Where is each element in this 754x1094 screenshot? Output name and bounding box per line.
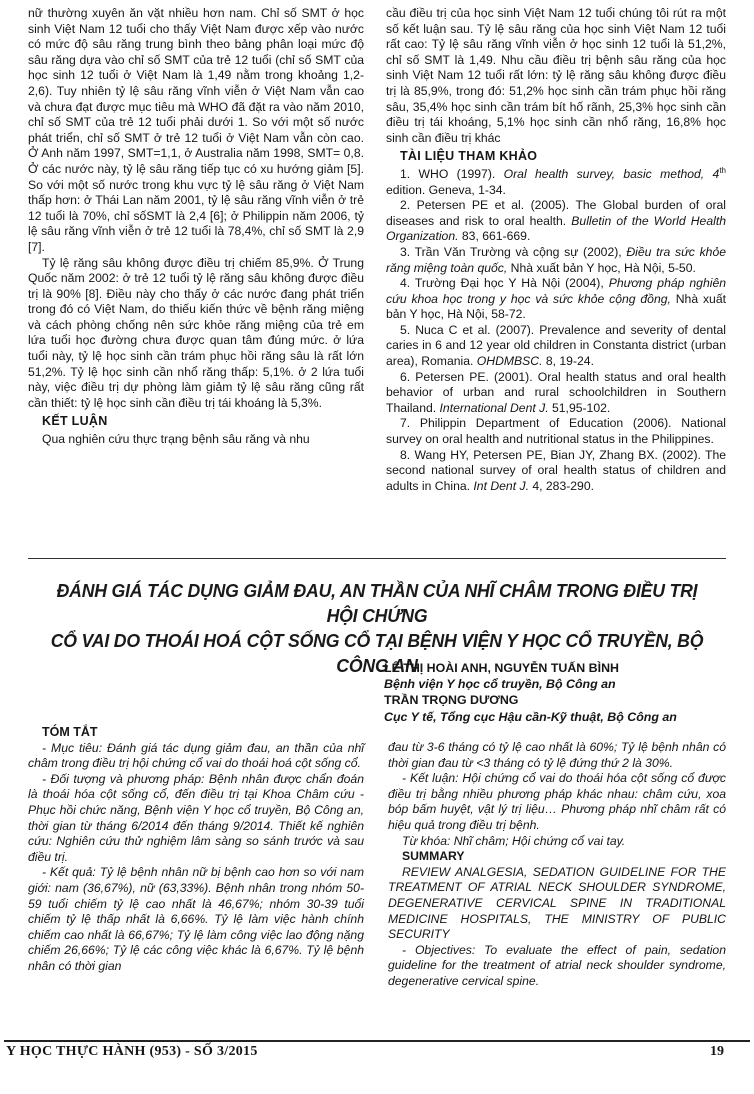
reference-source: Int Dent J. <box>473 478 529 493</box>
reference-tail: Nhà xuất bản Y học, Hà Nội, 5-50. <box>507 260 696 275</box>
paragraph: Tỷ lệ răng sâu không được điều trị chiếm 85,9%. Ở Trung Quốc năm 2002: ở trẻ 12 tuổi tỷ lệ răng sâu không được điều trị là 90% [8]. Điều này cho thấy ở các nước đang phát triển trong đó có Việt Nam, do thiếu kiến thức về bệnh răng miệng và cách phòng chống nên sức khỏe răng miệng của trẻ em lứa tuổi học đường chưa được quan tâm đúng mức. ở lứa tuổi này, tỷ lệ học sinh cần trám phục hồi răng sâu là rất lớn 51,2%. Tỷ lệ học sinh cần nhổ răng thấp: 5,1%. ở 2 lứa tuổi này, việc điều trị dự phòng làm giảm tỷ lệ sâu răng cũng rất cần thiết: tỷ lệ học sinh cần điều trị tái khoáng là 5,3%. <box>28 255 364 410</box>
reference-tail: Nhà xuất bản Y học, Hà Nội, 58-72. <box>386 291 726 322</box>
section-heading-conclusion: KẾT LUẬN <box>42 414 108 429</box>
affiliation-2: Cục Y tế, Tổng cục Hậu cần-Kỹ thuật, Bộ Công an <box>384 709 677 724</box>
reference-item <box>386 245 726 276</box>
reference-item <box>386 370 726 417</box>
reference-text: 7. Philippin Department of Education (2006). National survey on oral health and nutritional status in the Philippines. <box>386 416 726 447</box>
reference-item <box>386 323 726 370</box>
top-right-column <box>386 6 726 494</box>
reference-superscript: th <box>719 165 726 175</box>
paragraph: Qua nghiên cứu thực trạng bệnh sâu răng và nhu <box>42 432 310 447</box>
reference-list <box>386 167 726 494</box>
reference-source: Điều tra sức khỏe răng miệng toàn quốc, <box>386 244 726 275</box>
abstract-methods: - Đối tượng và phương pháp: Bệnh nhân được chẩn đoán là thoái hóa cột sống cổ, đến điều trị tại Khoa Châm cứu - Phục hồi chức năng, Bệnh viện Y học cổ truyền, Bộ Công an, thời gian từ tháng 6/2014 đến tháng 9/2014. Thiết kế nghiên cứu: Nghiên cứu thử nghiệm lâm sàng so sánh trước và sau điều trị. <box>28 771 364 864</box>
reference-item <box>386 448 726 495</box>
article-divider <box>28 558 726 559</box>
paragraph: cầu điều trị của học sinh Việt Nam 12 tuổi chúng tôi rút ra một số kết luận sau. Tỷ lệ sâu răng của học sinh Việt Nam 12 tuổi rất cao: Tỷ lệ sâu răng vĩnh viễn ở học sinh 12 tuổi là 51,2%, chỉ số SMT là 1,49. Nhu cầu điều trị bệnh sâu răng của học sinh Việt Nam 12 tuổi rất lớn: tỷ lệ răng sâu không được điều trị là 85,9%, trong đó: 51,2% học sinh cần trám phục hồi răng sâu, 35,4% học sinh cần trám bít hố rãnh, 25,3% học sinh cần điều trị tái khoáng, 5,1% học sinh cần nhổ răng, 16,8% học sinh cần điều trị khác <box>386 6 726 145</box>
english-objectives: - Objectives: To evaluate the effect of pain, sedation guideline for the treatment of atrial neck shoulder syndrome, degenerative cervical spine. <box>388 942 726 988</box>
reference-text: 6. Petersen PE. (2001). Oral health status and oral health behavior of urban and rural schoolchildren in Southern Thailand. <box>386 369 726 415</box>
abstract-conclusion: - Kết luận: Hội chứng cổ vai do thoái hóa cột sống cổ được điều trị bằng nhiều phương pháp khác nhau: châm cứu, xoa bóp bấm huyệt, vật lý trị liệu… Phương pháp nhĩ châm rất có hiệu quả trong điều trị bệnh. <box>388 771 726 832</box>
reference-text: 2. Petersen PE et al. (2005). The Global burden of oral diseases and risk to oral health. <box>386 198 726 228</box>
abstract-right-column <box>388 740 726 990</box>
paragraph: nữ thường xuyên ăn vặt nhiều hơn nam. Chỉ số SMT ở học sinh Việt Nam 12 tuổi cho thấy Việt Nam được xếp vào nước có mức độ sâu răng trung bình theo bảng phân loại mức độ sâu răng dựa vào chỉ số SMT của trẻ 12 tuổi (chỉ số SMT của học sinh 12 tuổi ở Việt Nam là 1,49 nằm trong khoảng 1,2-2,6). Tuy nhiên tỷ lệ sâu răng vĩnh viễn ở Việt Nam vẫn cao và chưa đạt được mục tiêu mà WHO đã đặt ra vào năm 2010, chỉ số SMT của trẻ 12 tuổi phải dưới 1. So với một số nước phát triển, chỉ số SMT ở trẻ 12 tuổi ở Việt Nam vẫn còn cao. Ở Anh năm 1997, SMT=1,1, ở Australia năm 1998, SMT= 0,8. Ở các nước này, tỷ lệ sâu răng tiếp tục có xu hướng giảm [5]. So với một số nước trong khu vực tỷ lệ sâu răng ở Việt Nam thấp hơn: ở Thái Lan năm 2001, tỷ lệ sâu răng vĩnh viễn ở trẻ 12 tuổi là 70%, chỉ sốSMT là 2,4 [6]; ở Philippin năm 2006, tỷ lệ sâu răng vĩnh viễn ở trẻ 12 tuổi là 78,4%, chỉ số SMT là 2,9 [7]. <box>28 6 364 254</box>
abstract-heading: TÓM TẮT <box>42 725 98 739</box>
reference-text: 3. Trần Văn Trường và cộng sự (2002), <box>400 244 627 259</box>
english-title: REVIEW ANALGESIA, SEDATION GUIDELINE FOR THE TREATMENT OF ATRIAL NECK SHOULDER SYNDROME, DEGENERATIVE CERVICAL SPINE IN TRADITIONAL MEDICINE HOSPITALS, THE MINISTRY OF PUBLIC SECURITY <box>388 864 726 942</box>
reference-tail: 8, 19-24. <box>542 354 594 369</box>
reference-item <box>386 416 726 447</box>
reference-text: 8. Wang HY, Petersen PE, Bian JY, Zhang BX. (2002). The second national survey of oral health status of children and adults in China. <box>386 447 726 493</box>
reference-tail: 4, 283-290. <box>528 478 595 493</box>
reference-item <box>386 276 726 323</box>
author-block <box>384 660 734 725</box>
summary-heading: SUMMARY <box>402 849 465 864</box>
reference-tail: 83, 661-669. <box>458 229 531 244</box>
reference-tail: edition. Geneva, 1-34. <box>386 182 506 197</box>
article-title-line-1: ĐÁNH GIÁ TÁC DỤNG GIẢM ĐAU, AN THẦN CỦA NHĨ CHÂM TRONG ĐIỀU TRỊ HỘI CHỨNG <box>56 580 698 626</box>
top-left-column <box>28 6 364 448</box>
footer-rule <box>4 1040 750 1042</box>
section-heading-references: TÀI LIỆU THAM KHẢO <box>400 149 538 164</box>
reference-source: Bulletin of the World Health Organization. <box>386 213 726 244</box>
page-number: 19 <box>710 1044 724 1059</box>
reference-text: 4. Trường Đại học Y Hà Nội (2004), <box>400 276 609 291</box>
keywords: Từ khóa: Nhĩ châm; Hội chứng cổ vai tay. <box>402 833 626 848</box>
affiliation-1: Bệnh viện Y học cổ truyền, Bộ Công an <box>384 677 616 692</box>
abstract-results: - Kết quả: Tỷ lệ bệnh nhân nữ bị bệnh cao hơn so với nam giới: nam (36,67%), nữ (63,33%). Bệnh nhân trong nhóm 50-59 tuổi chiếm tỷ lệ cao nhất là 46,67%; nhóm 30-39 tuổi chiếm tỷ lệ thấp nhất là 6,66%. Tỷ lệ làm việc hành chính chiếm cao nhất là 66,67%; Tỷ lệ làm công việc lao động nặng chiếm 26,66%; Tỷ lệ các công việc khác là 6,67%. Tỷ lệ bệnh nhân có thời gian <box>28 865 364 973</box>
reference-text: 5. Nuca C et al. (2007). Prevalence and severity of dental caries in 6 and 12 year old children in Constanta district (urban area), Romania. <box>386 322 726 369</box>
reference-tail: 51,95-102. <box>548 400 611 415</box>
reference-source: International Dent J. <box>439 400 549 415</box>
abstract-left-column <box>28 725 364 975</box>
reference-source: Oral health survey, basic method, 4 <box>503 166 720 181</box>
reference-source: Phương pháp nghiên cứu khoa học trong y học và sức khỏe cộng đồng, <box>386 276 726 306</box>
author-names-2: TRẦN TRỌNG DƯƠNG <box>384 693 519 708</box>
reference-source: OHDMBSC. <box>476 354 543 369</box>
reference-text: 1. WHO (1997). <box>400 166 504 181</box>
reference-item <box>386 198 726 245</box>
author-names-1: LÊ THỊ HOÀI ANH, NGUYỄN TUẤN BÌNH <box>384 661 619 675</box>
journal-footer: Y HỌC THỰC HÀNH (953) - SỐ 3/2015 <box>6 1044 258 1059</box>
abstract-results-cont: đau từ 3-6 tháng có tỷ lệ cao nhất là 60%; Tỷ lệ bệnh nhân có thời gian đau từ <3 tháng có tỷ lệ đứng thứ 2 là 30%. <box>388 740 726 770</box>
article-title-line-2: CỔ VAI DO THOÁI HOÁ CỘT SỐNG CỔ TẠI BỆNH VIỆN Y HỌC CỔ TRUYỀN, BỘ CÔNG AN <box>50 630 704 676</box>
abstract-objective: - Mục tiêu: Đánh giá tác dụng giảm đau, an thần của nhĩ châm trong điều trị hội chứng cổ vai do thoái hoá cột sống cổ. <box>28 740 364 771</box>
reference-item <box>386 167 726 198</box>
